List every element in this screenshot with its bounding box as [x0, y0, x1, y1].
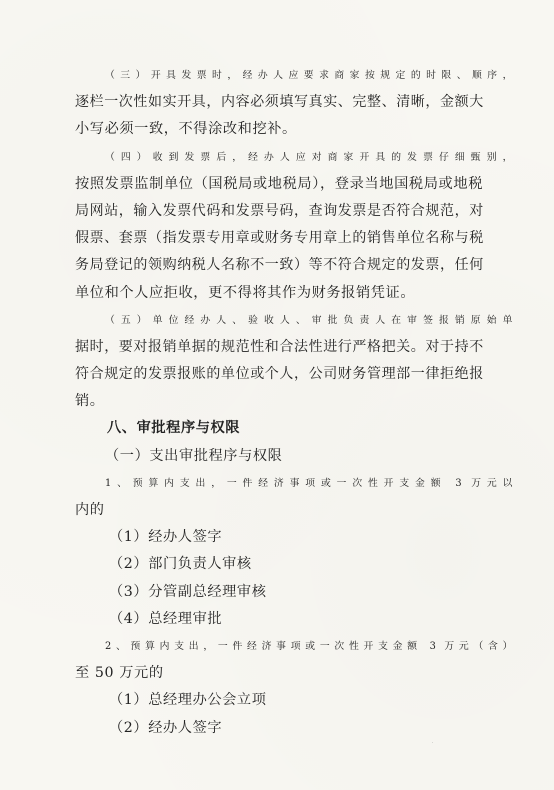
- document-body: [75, 62, 513, 742]
- paragraph-3-line-2: 逐栏一次性如实开具，内容必须填写真实、完整、清晰，金额大: [75, 94, 484, 111]
- list-item-vp-review: （3）分管副总经理审核: [109, 583, 267, 600]
- paragraph-3-line-3: 小写必须一致，不得涂改和挖补。: [75, 121, 297, 138]
- list-item-dept-review: （2）部门负责人审核: [109, 556, 252, 573]
- paragraph-4-line-3: 局网站，输入发票代码和发票号码，查询发票是否符合规范，对: [75, 202, 484, 219]
- paragraph-5-line-1: （五）单位经办人、验收人、审批负责人在审签报销原始单: [105, 314, 513, 326]
- paragraph-4-line-4: 假票、套票（指发票专用章或财务专用章上的销售单位名称与税: [75, 230, 484, 247]
- subsection-heading: （一）支出审批程序与权限: [105, 447, 283, 464]
- list-item-meeting: （1）总经理办公会立项: [109, 692, 267, 709]
- item-2-line-2: 至 50 万元的: [75, 665, 164, 682]
- list-item-sign: （1）经办人签字: [109, 529, 223, 546]
- paragraph-4-line-2: 按照发票监制单位（国税局或地税局），登录当地国税局或地税: [75, 175, 483, 192]
- paragraph-4-line-1: （四）收到发票后，经办人应对商家开具的发票仔细甄别，: [105, 151, 513, 163]
- scan-speck: [432, 742, 433, 743]
- item-1-line-1: 1、预算内支出，一件经济事项或一次性开支金额 3 万元以: [105, 477, 513, 489]
- item-2-line-1: 2、预算内支出，一件经济事项或一次性开支金额 3 万元（含）: [105, 640, 513, 652]
- paragraph-5-line-3: 符合规定的发票报账的单位或个人，公司财务管理部一律拒绝报: [75, 366, 484, 383]
- paragraph-3-line-1: （三）开具发票时，经办人应要求商家按规定的时限、顺序，: [105, 70, 513, 81]
- section-heading: 八、审批程序与权限: [107, 420, 241, 437]
- paragraph-4-line-5: 务局登记的领购纳税人名称不一致）等不符合规定的发票，任何: [75, 257, 484, 274]
- list-item-sign-2: （2）经办人签字: [109, 719, 223, 736]
- item-1-line-2: 内的: [75, 502, 105, 518]
- list-item-gm-approve: （4）总经理审批: [109, 610, 223, 627]
- paragraph-5-line-4: 销。: [75, 393, 105, 410]
- paragraph-5-line-2: 据时，要对报销单据的规范性和合法性进行严格把关。对于持不: [75, 338, 484, 355]
- paragraph-4-line-6: 单位和个人应拒收，更不得将其作为财务报销凭证。: [75, 284, 416, 301]
